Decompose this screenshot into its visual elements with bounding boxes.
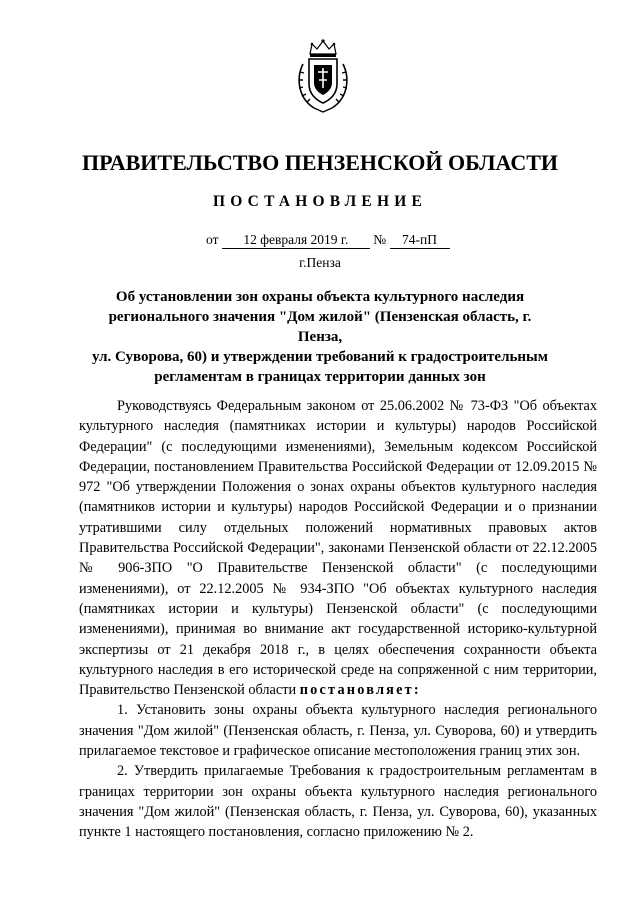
penza-region-coat-of-arms-icon: [294, 38, 352, 114]
resolves-word: постановляет:: [299, 682, 421, 699]
heading-line: Об установлении зон охраны объекта культурного наследия: [115, 289, 525, 305]
document-number: 74-пП: [390, 232, 450, 249]
preamble-paragraph: [79, 396, 597, 700]
item-1-paragraph: 1. Установить зоны охраны объекта культурного наследия регионального значения "Дом жилой" (Пензенская область, г. Пенза, ул. Суворова, 60) и утвердить прилагаемое текстовое и графическое описание местоположения границ этих зон.: [79, 702, 597, 760]
government-name: ПРАВИТЕЛЬСТВО ПЕНЗЕНСКОЙ ОБЛАСТИ: [82, 150, 558, 175]
date-number-line: [206, 232, 450, 249]
document-type: ПОСТАНОВЛЕНИЕ: [212, 193, 428, 210]
preamble-text: Руководствуясь Федеральным законом от 25.06.2002 № 73-ФЗ "Об объектах культурного наследия (памятниках истории и культуры) народов Российской Федерации" (с последующими изменениями), Земельным кодексом Российской Федерации, постановлением Правительства Российской Федерации от 12.09.2015 № 972 "Об утверждении Положения о зонах охраны объектов культурного наследия (памятников истории и культуры) народов Российской Федерации и о признании утратившими силу отдельных положений нормативных правовых актов Правительства Российской Федерации", законами Пензенской области от 22.12.2005 № 906-ЗПО "О Правительстве Пензенской области" (с последующими изменениями), от 22.12.2005 № 934-ЗПО "Об объектах культурного наследия (памятниках истории и культуры) Пензенской области" (с последующими изменениями), принимая во внимание акт государственной историко-культурной экспертизы от 21 декабря 2018 г., в целях обеспечения сохранности объекта культурного наследия в его исторической среде на сопряженной с ним территории, Правительство Пензенской области: [79, 398, 597, 699]
number-sign: №: [373, 232, 387, 247]
heading-line: регионального значения "Дом жилой" (Пензенская область, г. Пенза,: [108, 309, 532, 345]
document-heading: [90, 287, 550, 387]
item-2-paragraph: 2. Утвердить прилагаемые Требования к градостроительным регламентам в границах территории зон охраны объекта культурного наследия регионального значения "Дом жилой" (Пензенская область, г. Пенза, ул. Суворова, 60), указанных пункте 1 настоящего постановления, согласно приложению № 2.: [79, 763, 597, 841]
date-prefix: от: [206, 232, 219, 247]
heading-line: регламентам в границах территории данных зон: [154, 369, 486, 385]
document-body: [79, 396, 597, 843]
document-date: 12 февраля 2019 г.: [222, 232, 370, 249]
heading-line: ул. Суворова, 60) и утверждении требований к градостроительным: [91, 349, 548, 365]
city: г.Пенза: [299, 255, 341, 270]
